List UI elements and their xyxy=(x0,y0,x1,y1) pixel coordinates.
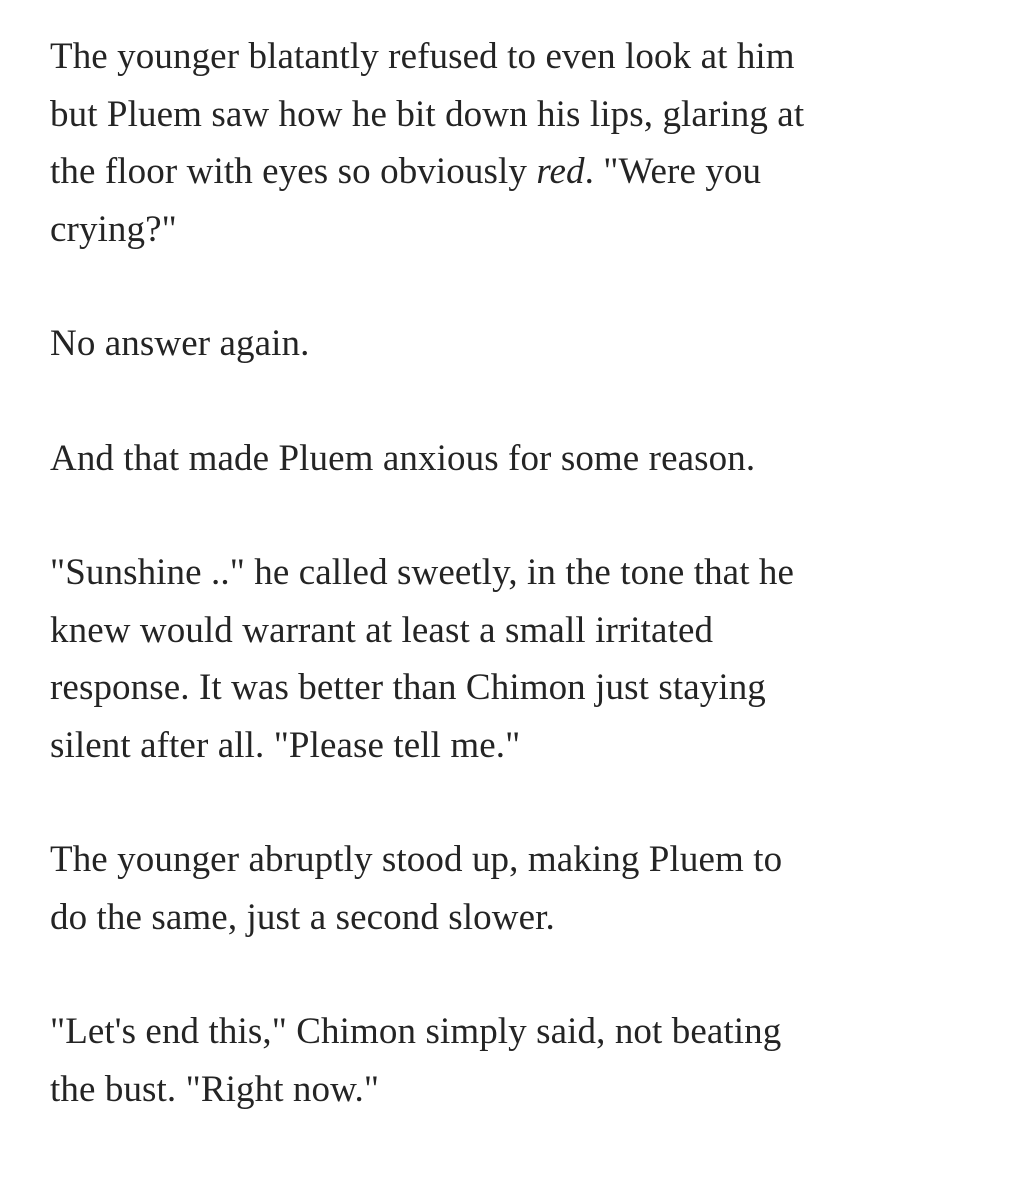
paragraph xyxy=(50,430,980,488)
text-line: No answer again. xyxy=(50,323,310,364)
paragraph xyxy=(50,1003,980,1118)
text-line: the bust. "Right now." xyxy=(50,1068,380,1110)
paragraph xyxy=(50,28,980,258)
text-line: The younger blatantly refused to even look at him xyxy=(50,36,795,77)
text-line: "Sunshine .." he called sweetly, in the tone that he xyxy=(50,552,795,593)
text-segment: . "Were you xyxy=(584,151,762,192)
text-line: do the same, just a second slower. xyxy=(50,896,555,938)
text-line: but Pluem saw how he bit down his lips, glaring at xyxy=(50,93,805,135)
text-line: "Let's end this," Chimon simply said, not beating xyxy=(50,1011,782,1052)
paragraph xyxy=(50,315,980,373)
text-line: And that made Pluem anxious for some reason. xyxy=(50,437,756,479)
text-line: The younger abruptly stood up, making Pluem to xyxy=(50,839,783,880)
text-line: crying?" xyxy=(50,208,177,250)
paragraph xyxy=(50,544,980,774)
text-line: silent after all. "Please tell me." xyxy=(50,724,521,766)
italic-emphasis: red xyxy=(536,151,585,192)
paragraph xyxy=(50,831,980,946)
text-line: response. It was better than Chimon just staying xyxy=(50,667,766,708)
text-segment: the floor with eyes so obviously xyxy=(50,151,537,192)
text-line xyxy=(50,143,980,201)
document-body xyxy=(50,28,980,1118)
text-line: knew would warrant at least a small irritated xyxy=(50,609,714,651)
